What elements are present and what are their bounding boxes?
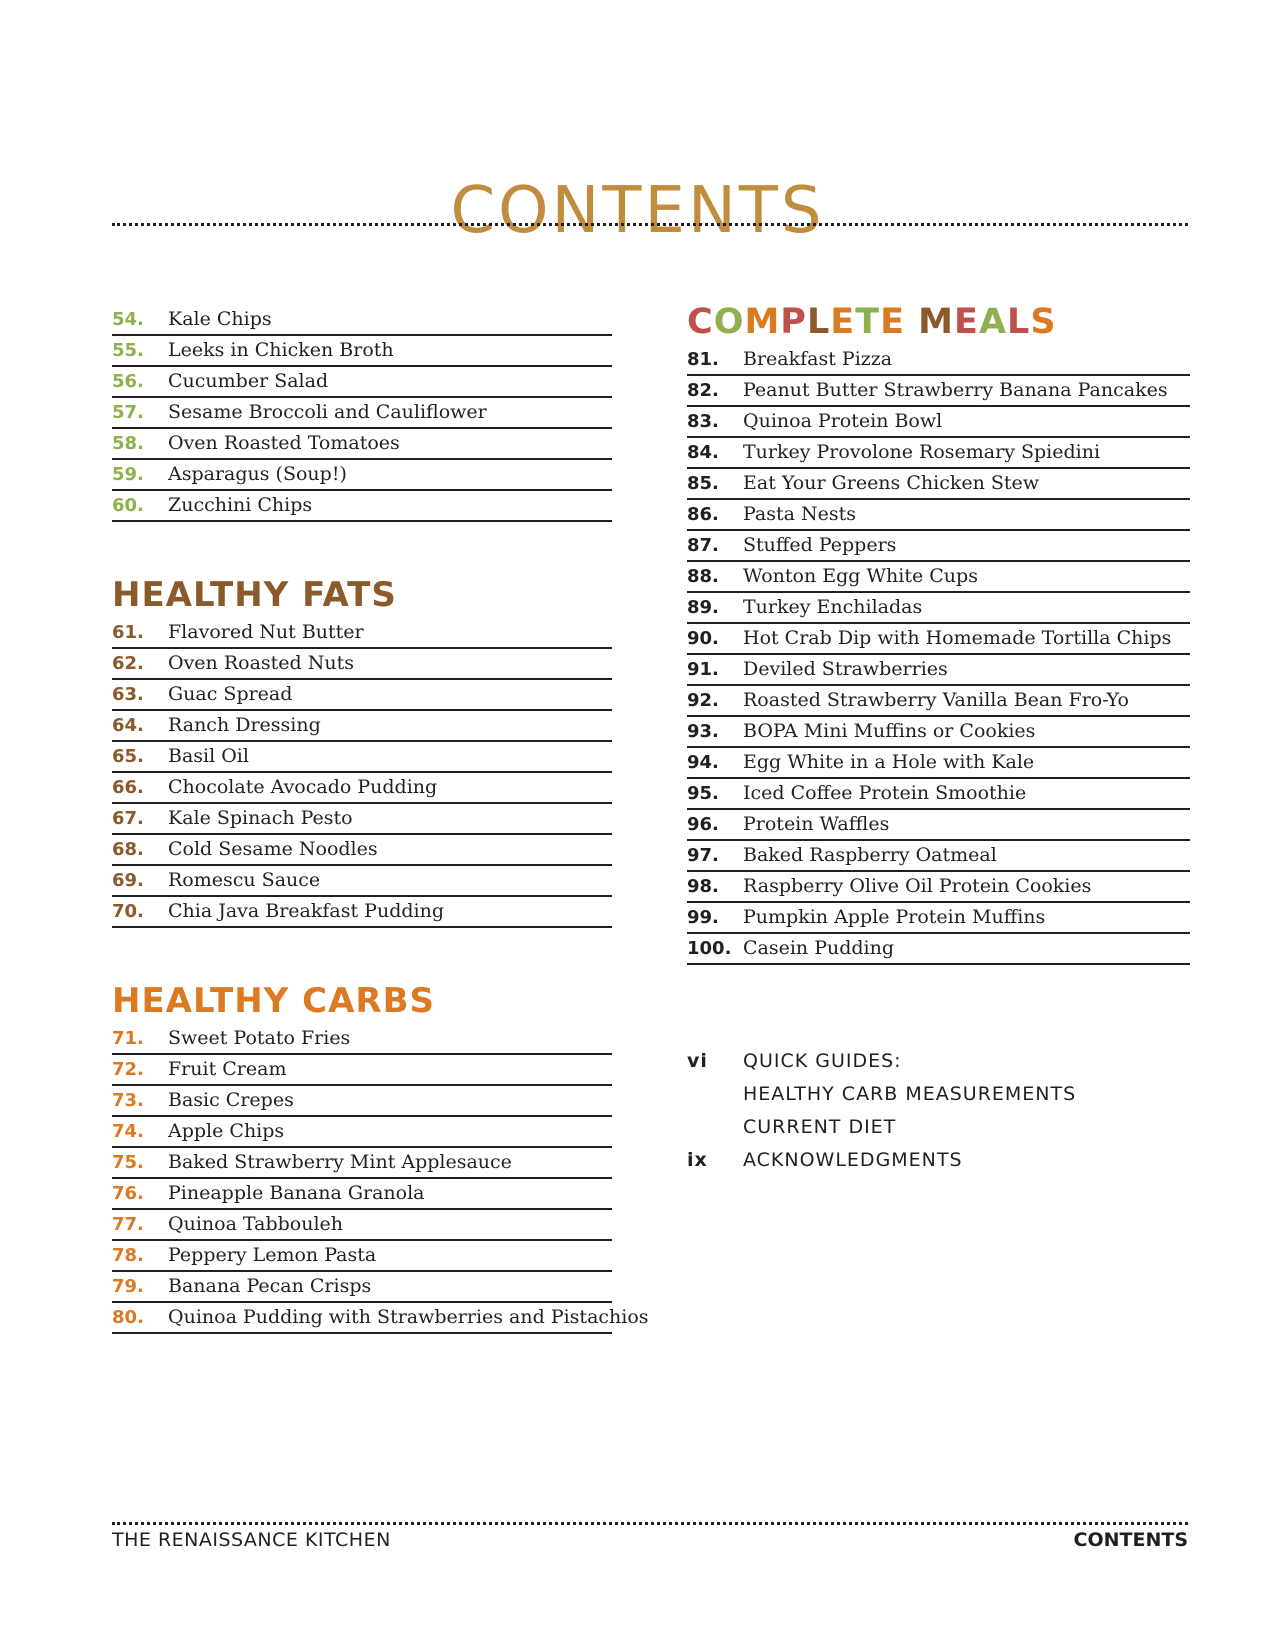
entry-number: 61.: [112, 622, 144, 643]
guide-row[interactable]: [687, 1077, 1190, 1110]
toc-entry[interactable]: [687, 500, 1190, 531]
toc-entry[interactable]: [687, 562, 1190, 593]
top-dotted-rule: [112, 223, 1188, 226]
entry-label: Turkey Provolone Rosemary Spiedini: [743, 441, 1101, 463]
guide-page-number: vi: [687, 1049, 708, 1072]
entry-number: 89.: [687, 597, 719, 618]
title-letter: S: [1030, 302, 1057, 342]
toc-entry[interactable]: [687, 748, 1190, 779]
toc-entry[interactable]: [112, 305, 612, 336]
toc-entry[interactable]: [112, 742, 612, 773]
entry-number: 98.: [687, 876, 719, 897]
toc-entry[interactable]: [112, 897, 612, 928]
toc-entry[interactable]: [687, 779, 1190, 810]
footer-section-name: CONTENTS: [1073, 1529, 1188, 1551]
title-letter: O: [713, 302, 745, 342]
entry-number: 59.: [112, 464, 144, 485]
toc-entry[interactable]: [687, 903, 1190, 934]
entry-label: Fruit Cream: [168, 1058, 287, 1080]
entry-label: Kale Spinach Pesto: [168, 807, 353, 829]
toc-entry[interactable]: [112, 1272, 612, 1303]
section-title-healthy-carbs: HEALTHY CARBS: [112, 981, 435, 1021]
entry-number: 55.: [112, 340, 144, 361]
entry-label: Pumpkin Apple Protein Muffins: [743, 906, 1046, 928]
entry-number: 92.: [687, 690, 719, 711]
entry-label: Quinoa Tabbouleh: [168, 1213, 344, 1235]
entry-number: 84.: [687, 442, 719, 463]
left-column: [112, 305, 649, 1334]
toc-entry[interactable]: [687, 686, 1190, 717]
entry-label: Stuffed Peppers: [743, 534, 897, 556]
toc-entry[interactable]: [112, 336, 612, 367]
guide-label: HEALTHY CARB MEASUREMENTS: [743, 1082, 1077, 1105]
entry-label: Oven Roasted Tomatoes: [168, 432, 400, 454]
guide-row[interactable]: [687, 1044, 1190, 1077]
entry-number: 96.: [687, 814, 719, 835]
entry-number: 86.: [687, 504, 719, 525]
entry-number: 83.: [687, 411, 719, 432]
toc-entry[interactable]: [112, 1024, 612, 1055]
entry-label: Cucumber Salad: [168, 370, 329, 392]
entry-number: 81.: [687, 349, 719, 370]
healthy-fats-list: [112, 618, 612, 928]
entry-label: Pasta Nests: [743, 503, 857, 525]
entry-number: 63.: [112, 684, 144, 705]
toc-entry[interactable]: [687, 438, 1190, 469]
entry-label: Roasted Strawberry Vanilla Bean Fro-Yo: [743, 689, 1129, 711]
title-letter: T: [855, 302, 881, 342]
entry-label: Pineapple Banana Granola: [168, 1182, 425, 1204]
entry-number: 56.: [112, 371, 144, 392]
title-letter: E: [954, 302, 979, 342]
entry-number: 72.: [112, 1059, 144, 1080]
entry-label: Leeks in Chicken Broth: [168, 339, 394, 361]
guide-row[interactable]: [687, 1110, 1190, 1143]
toc-entry[interactable]: [112, 1055, 612, 1086]
toc-entry[interactable]: [687, 376, 1190, 407]
entry-label: Peanut Butter Strawberry Banana Pancakes: [743, 379, 1168, 401]
guide-label: QUICK GUIDES:: [743, 1049, 902, 1072]
right-column: [687, 302, 1190, 965]
entry-label: Turkey Enchiladas: [743, 596, 923, 618]
entry-number: 73.: [112, 1090, 144, 1111]
toc-entry[interactable]: [112, 1241, 612, 1272]
section-vegetables: [112, 305, 612, 522]
toc-entry[interactable]: [687, 810, 1190, 841]
entry-label: Raspberry Olive Oil Protein Cookies: [743, 875, 1092, 897]
entry-label: BOPA Mini Muffins or Cookies: [743, 720, 1036, 742]
entry-number: 74.: [112, 1121, 144, 1142]
entry-label: Sweet Potato Fries: [168, 1027, 351, 1049]
entry-number: 78.: [112, 1245, 144, 1266]
vegetables-list: [112, 305, 612, 522]
page-title: CONTENTS: [450, 173, 825, 248]
entry-label: Guac Spread: [168, 683, 293, 705]
title-letter: E: [830, 302, 856, 342]
entry-label: Wonton Egg White Cups: [743, 565, 978, 587]
toc-entry[interactable]: [112, 1303, 649, 1334]
quick-guides: [687, 1044, 1190, 1176]
entry-label: Basic Crepes: [168, 1089, 294, 1111]
toc-entry[interactable]: [112, 491, 612, 522]
toc-entry[interactable]: [687, 841, 1190, 872]
entry-label: Quinoa Protein Bowl: [743, 410, 943, 432]
entry-number: 71.: [112, 1028, 144, 1049]
toc-entry[interactable]: [112, 460, 612, 491]
toc-entry[interactable]: [112, 1086, 612, 1117]
entry-number: 58.: [112, 433, 144, 454]
entry-number: 94.: [687, 752, 719, 773]
entry-number: 69.: [112, 870, 144, 891]
entry-label: Sesame Broccoli and Cauliflower: [168, 401, 487, 423]
entry-number: 91.: [687, 659, 719, 680]
entry-label: Basil Oil: [168, 745, 249, 767]
toc-entry[interactable]: [112, 711, 612, 742]
entry-label: Eat Your Greens Chicken Stew: [743, 472, 1040, 494]
section-complete-meals: [687, 302, 1190, 965]
toc-entry[interactable]: [687, 717, 1190, 748]
entry-label: Hot Crab Dip with Homemade Tortilla Chips: [743, 627, 1172, 649]
entry-label: Apple Chips: [168, 1120, 285, 1142]
guide-label: CURRENT DIET: [743, 1115, 897, 1138]
toc-entry[interactable]: [687, 624, 1190, 655]
entry-label: Cold Sesame Noodles: [168, 838, 378, 860]
toc-entry[interactable]: [112, 1148, 612, 1179]
toc-entry[interactable]: [112, 367, 612, 398]
title-letter: [905, 302, 918, 342]
toc-entry[interactable]: [112, 649, 612, 680]
entry-number: 93.: [687, 721, 719, 742]
entry-number: 62.: [112, 653, 144, 674]
entry-label: Asparagus (Soup!): [168, 463, 347, 485]
entry-label: Baked Strawberry Mint Applesauce: [168, 1151, 512, 1173]
title-letter: E: [880, 302, 905, 342]
entry-label: Chia Java Breakfast Pudding: [168, 900, 445, 922]
section-healthy-carbs: [112, 981, 649, 1334]
entry-label: Chocolate Avocado Pudding: [168, 776, 438, 798]
entry-number: 85.: [687, 473, 719, 494]
entry-label: Breakfast Pizza: [743, 348, 893, 370]
entry-label: Baked Raspberry Oatmeal: [743, 844, 997, 866]
entry-number: 57.: [112, 402, 144, 423]
toc-entry[interactable]: [687, 469, 1190, 500]
section-healthy-fats: [112, 575, 612, 928]
guide-label: ACKNOWLEDGMENTS: [743, 1148, 963, 1171]
title-letter: A: [978, 302, 1008, 342]
entry-number: 100.: [687, 938, 732, 959]
entry-label: Banana Pecan Crisps: [168, 1275, 372, 1297]
entry-number: 75.: [112, 1152, 144, 1173]
entry-number: 77.: [112, 1214, 144, 1235]
entry-label: Zucchini Chips: [168, 494, 313, 516]
toc-entry[interactable]: [687, 655, 1190, 686]
entry-number: 90.: [687, 628, 719, 649]
guide-page-number: ix: [687, 1148, 708, 1171]
entry-number: 64.: [112, 715, 144, 736]
entry-label: Iced Coffee Protein Smoothie: [743, 782, 1027, 804]
toc-entry[interactable]: [112, 1117, 612, 1148]
entry-number: 87.: [687, 535, 719, 556]
toc-entry[interactable]: [112, 618, 612, 649]
footer-book-title: THE RENAISSANCE KITCHEN: [112, 1529, 391, 1551]
entry-number: 82.: [687, 380, 719, 401]
section-title-complete-meals: [687, 302, 1190, 345]
toc-entry[interactable]: [112, 429, 612, 460]
entry-number: 88.: [687, 566, 719, 587]
entry-number: 67.: [112, 808, 144, 829]
entry-number: 66.: [112, 777, 144, 798]
title-letter: M: [918, 302, 955, 342]
toc-entry[interactable]: [687, 407, 1190, 438]
section-title-healthy-fats: HEALTHY FATS: [112, 575, 397, 615]
guide-row[interactable]: [687, 1143, 1190, 1176]
title-letter: M: [744, 302, 781, 342]
toc-entry[interactable]: [687, 345, 1190, 376]
entry-label: Romescu Sauce: [168, 869, 321, 891]
entry-number: 65.: [112, 746, 144, 767]
toc-entry[interactable]: [112, 773, 612, 804]
entry-number: 76.: [112, 1183, 144, 1204]
entry-label: Quinoa Pudding with Strawberries and Pistachios: [168, 1306, 649, 1328]
toc-entry[interactable]: [687, 872, 1190, 903]
entry-label: Egg White in a Hole with Kale: [743, 751, 1035, 773]
entry-label: Flavored Nut Butter: [168, 621, 364, 643]
toc-entry[interactable]: [687, 934, 1190, 965]
healthy-carbs-list: [112, 1024, 649, 1334]
entry-number: 79.: [112, 1276, 144, 1297]
toc-entry[interactable]: [112, 1179, 612, 1210]
toc-entry[interactable]: [112, 835, 612, 866]
entry-number: 68.: [112, 839, 144, 860]
entry-number: 70.: [112, 901, 144, 922]
title-letter: C: [687, 302, 714, 342]
entry-label: Peppery Lemon Pasta: [168, 1244, 377, 1266]
entry-label: Protein Waffles: [743, 813, 890, 835]
entry-number: 97.: [687, 845, 719, 866]
entry-number: 95.: [687, 783, 719, 804]
toc-entry[interactable]: [112, 866, 612, 897]
entry-label: Kale Chips: [168, 308, 272, 330]
toc-entry[interactable]: [687, 593, 1190, 624]
toc-entry[interactable]: [687, 531, 1190, 562]
title-letter: P: [780, 302, 807, 342]
entry-number: 60.: [112, 495, 144, 516]
complete-meals-list: [687, 345, 1190, 965]
toc-entry[interactable]: [112, 804, 612, 835]
toc-entry[interactable]: [112, 680, 612, 711]
entry-number: 80.: [112, 1307, 144, 1328]
toc-entry[interactable]: [112, 398, 612, 429]
entry-number: 54.: [112, 309, 144, 330]
entry-label: Oven Roasted Nuts: [168, 652, 354, 674]
title-letter: L: [806, 302, 831, 342]
entry-label: Casein Pudding: [743, 937, 895, 959]
title-letter: L: [1007, 302, 1031, 342]
entry-label: Ranch Dressing: [168, 714, 321, 736]
entry-number: 99.: [687, 907, 719, 928]
entry-label: Deviled Strawberries: [743, 658, 948, 680]
toc-entry[interactable]: [112, 1210, 612, 1241]
